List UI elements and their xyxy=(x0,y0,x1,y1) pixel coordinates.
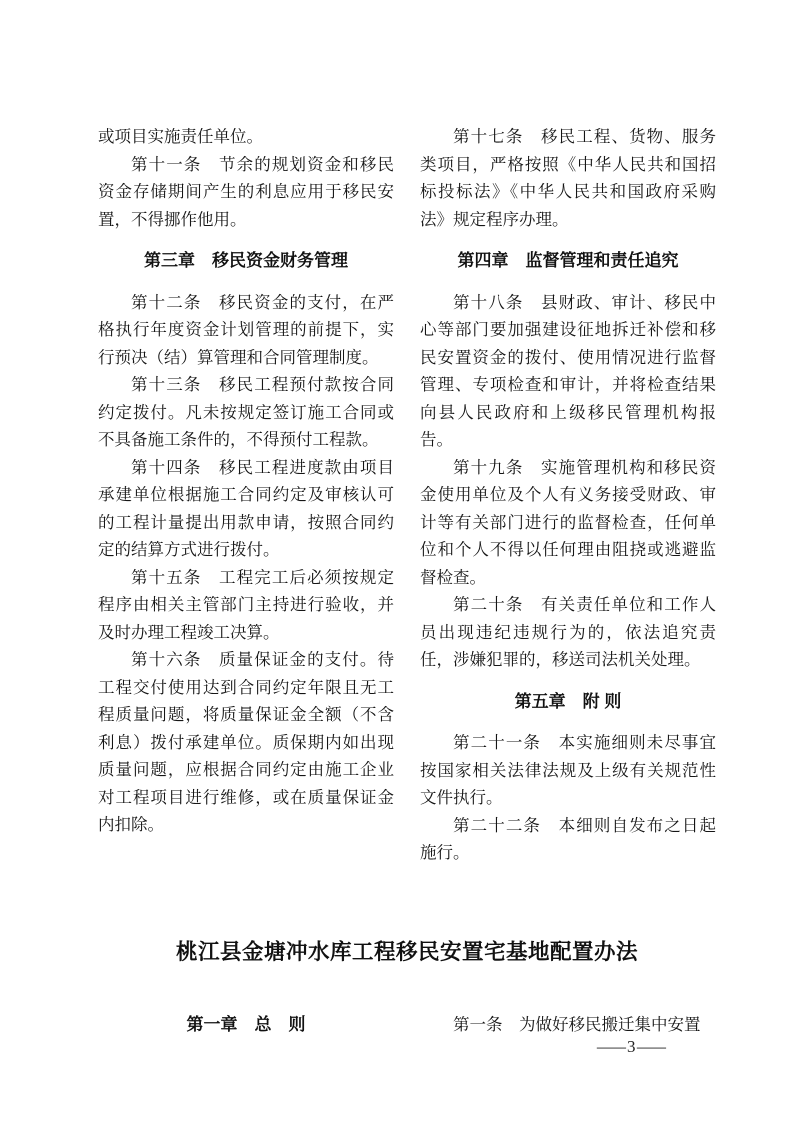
bottom-two-column-row xyxy=(98,1011,716,1039)
footer-left-dash: — xyxy=(597,1037,626,1056)
continuation-paragraph: 或项目实施责任单位。 xyxy=(98,127,263,146)
bottom-right-column xyxy=(420,1011,716,1039)
bottom-left-column xyxy=(98,1011,394,1039)
footer-right-dash: — xyxy=(636,1037,666,1056)
article-21-paragraph: 第二十一条 本实施细则未尽事宜按国家相关法律法规及上级有关规范性文件执行。 xyxy=(420,733,716,807)
left-column xyxy=(98,123,394,839)
article-15-paragraph: 第十五条 工程完工后必须按规定程序由相关主管部门主持进行验收，并及时办理工程竣工决算。 xyxy=(98,567,394,642)
article-22-paragraph: 第二十二条 本细则自发布之日起施行。 xyxy=(420,815,716,862)
right-column xyxy=(420,123,716,867)
two-column-body xyxy=(98,123,716,867)
article-18-paragraph: 第十八条 县财政、审计、移民中心等部门要加强建设征地拆迁补偿和移民安置资金的拨付、使用情况进行监督管理、专项检查和审计，并将检查结果向县人民政府和上级移民管理机构报告。 xyxy=(420,292,716,449)
chapter-5-heading: 第五章 附 则 xyxy=(514,691,622,711)
page-number: 3 xyxy=(627,1037,636,1056)
article-20-paragraph: 第二十条 有关责任单位和工作人员出现违纪违规行为的，依法追究责任，涉嫌犯罪的，移送司法机关处理。 xyxy=(420,595,716,669)
chapter-1-heading: 第一章 总 则 xyxy=(186,1014,306,1034)
page-footer xyxy=(596,1036,667,1058)
chapter-3-heading: 第三章 移民资金财务管理 xyxy=(144,251,348,270)
section-title: 桃江县金塘冲水库工程移民安置宅基地配置办法 xyxy=(175,939,638,964)
page-content xyxy=(98,123,716,1038)
article-14-paragraph: 第十四条 移民工程进度款由项目承建单位根据施工合同约定及审核认可的工程计量提出用款申请，按照合同约定的结算方式进行拨付。 xyxy=(98,457,394,559)
chapter-4-heading: 第四章 监督管理和责任追究 xyxy=(457,251,679,270)
article-12-paragraph: 第十二条 移民资金的支付，在严格执行年度资金计划管理的前提下，实行预决（结）算管理和合同管理制度。 xyxy=(98,292,394,367)
article-11-paragraph: 第十一条 节余的规划资金和移民资金存储期间产生的利息应用于移民安置，不得挪作他用。 xyxy=(98,154,394,229)
article-16-paragraph: 第十六条 质量保证金的支付。待工程交付使用达到合同约定年限且无工程质量问题，将质量保证金全额（不含利息）拨付承建单位。质保期内如出现质量问题，应根据合同约定由施工企业对工程项目进行维修，或在质量保证金内扣除。 xyxy=(98,650,394,834)
article-17-paragraph: 第十七条 移民工程、货物、服务类项目，严格按照《中华人民共和国招标投标法》《中华人民共和国政府采购法》规定程序办理。 xyxy=(420,127,716,229)
article-13-paragraph: 第十三条 移民工程预付款按合同约定拨付。凡未按规定签订施工合同或不具备施工条件的，不得预付工程款。 xyxy=(98,375,394,449)
article-19-paragraph: 第十九条 实施管理机构和移民资金使用单位及个人有义务接受财政、审计等有关部门进行的监督检查，任何单位和个人不得以任何理由阻挠或逃避监督检查。 xyxy=(420,457,716,587)
article-1-paragraph: 第一条 为做好移民搬迁集中安置 xyxy=(453,1014,701,1034)
